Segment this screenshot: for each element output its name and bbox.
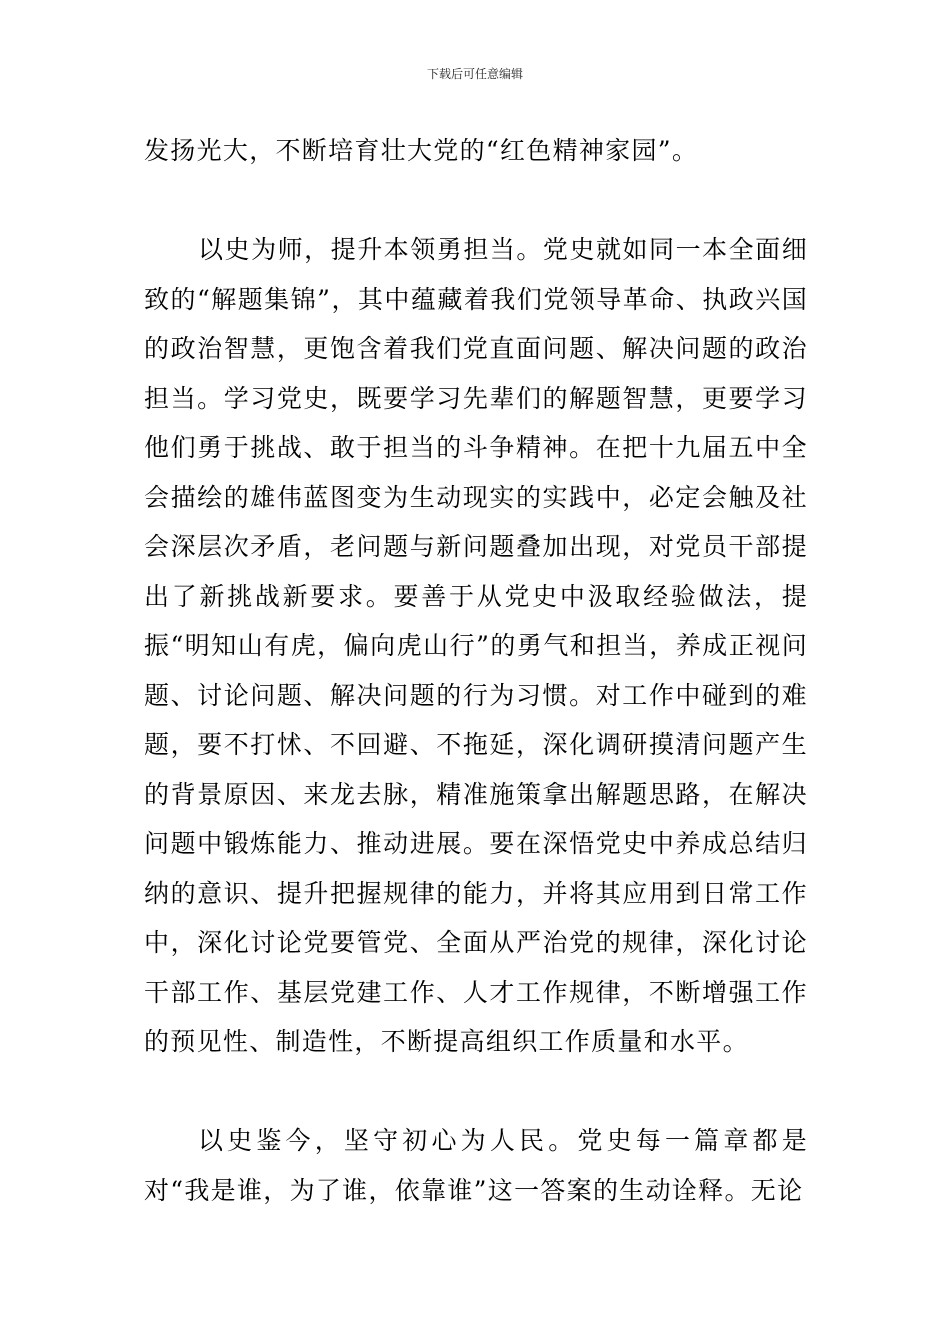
paragraph-continuation: 发扬光大，不断培育壮大党的“红色精神家园”。 [144, 136, 699, 165]
document-body [144, 126, 808, 1215]
paragraph-history-as-mirror: 以史鉴今，坚守初心为人民。党史每一篇章都是对“我是谁，为了谁，依靠谁”这一答案的生动诠释。无论 [144, 1126, 808, 1205]
paragraph-history-as-teacher: 以史为师，提升本领勇担当。党史就如同一本全面细致的“解题集锦”，其中蕴藏着我们党领导革命、执政兴国的政治智慧，更饱含着我们党直面问题、解决问题的政治担当。学习党史，既要学习先辈们的解题智慧，更要学习他们勇于挑战、敢于担当的斗争精神。在把十九届五中全会描绘的雄伟蓝图变为生动现实的实践中，必定会触及社会深层次矛盾，老问题与新问题叠加出现，对党员干部提出了新挑战新要求。要善于从党史中汲取经验做法，提振“明知山有虎，偏向虎山行”的勇气和担当，养成正视问题、讨论问题、解决问题的行为习惯。对工作中碰到的难题，要不打怵、不回避、不拖延，深化调研摸清问题产生的背景原因、来龙去脉，精准施策拿出解题思路，在解决问题中锻炼能力、推动进展。要在深悟党史中养成总结归纳的意识、提升把握规律的能力，并将其应用到日常工作中，深化讨论党要管党、全面从严治党的规律，深化讨论干部工作、基层党建工作、人才工作规律，不断增强工作的预见性、制造性，不断提高组织工作质量和水平。 [144, 235, 808, 1056]
page-header: 下载后可任意编辑 [426, 67, 523, 81]
